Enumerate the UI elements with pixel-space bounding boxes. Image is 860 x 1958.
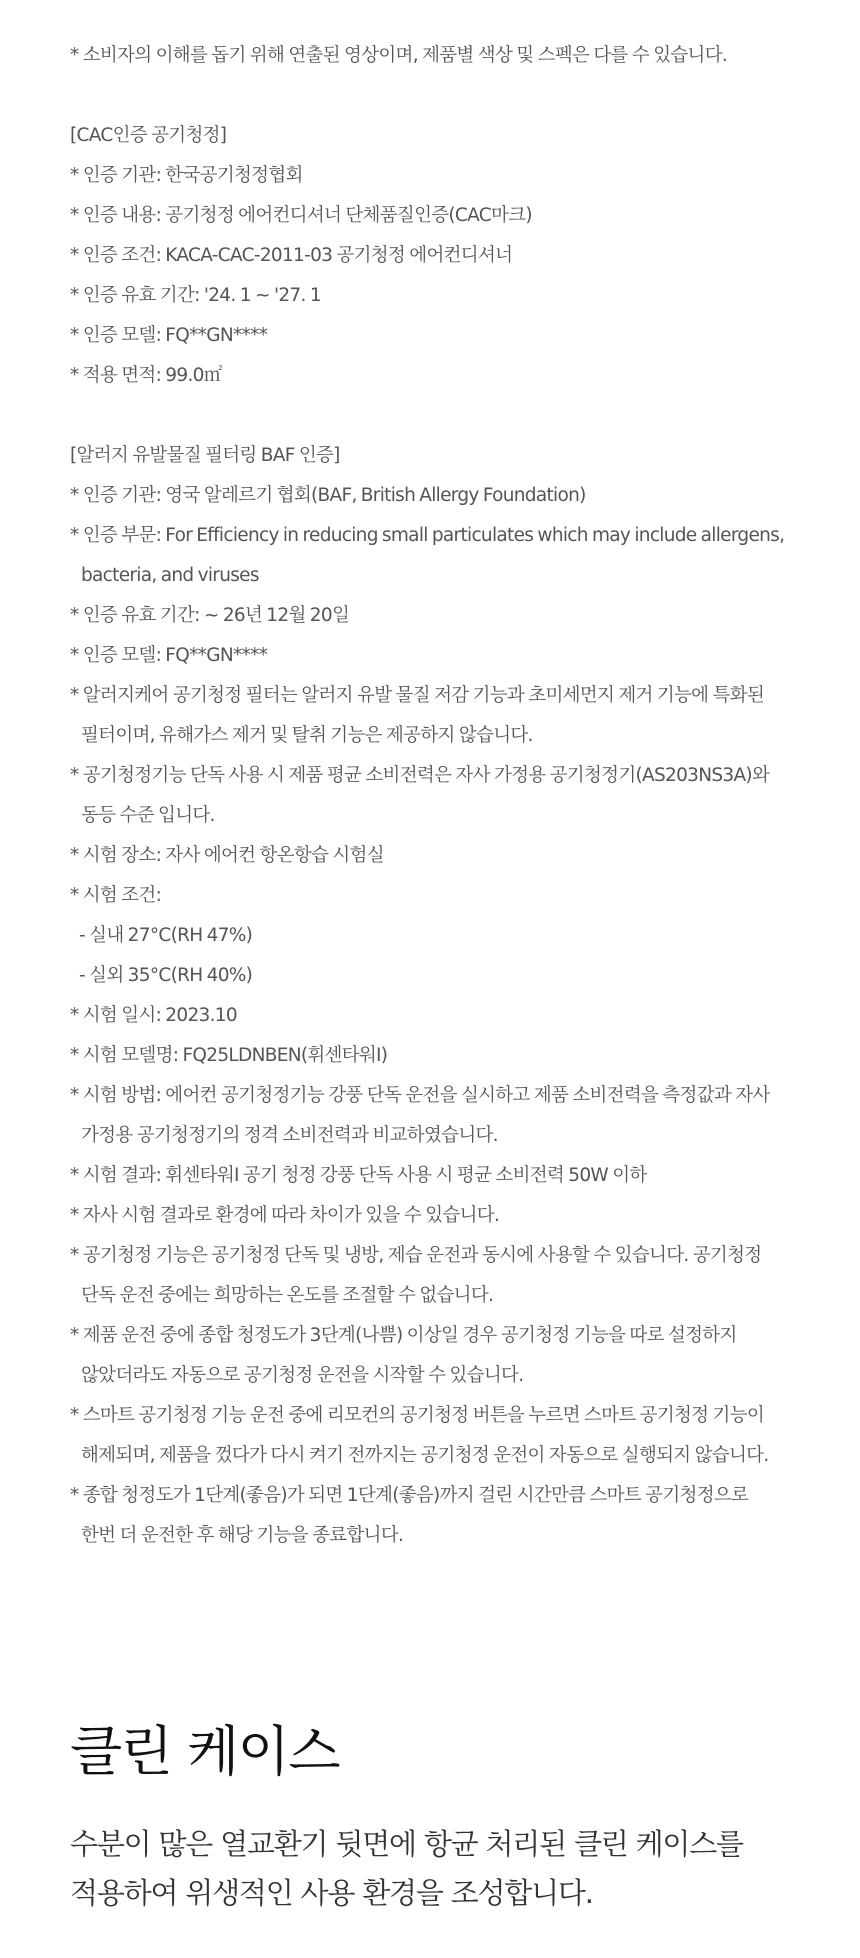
section-title: 클린 케이스 bbox=[70, 1720, 339, 1783]
baf-note-continued: 않았더라도 자동으로 공기청정 운전을 시작할 수 있습니다. bbox=[81, 1365, 524, 1386]
baf-note: * 공기청정 기능은 공기청정 단독 및 냉방, 제습 운전과 동시에 사용할 수 있습니다. 공기청정 bbox=[70, 1245, 762, 1266]
baf-note: * 인증 기관: 영국 알레르기 협회(BAF, British Allergy Foundation) bbox=[70, 485, 586, 506]
baf-note-continued: 한번 더 운전한 후 해당 기능을 종료합니다. bbox=[81, 1525, 404, 1546]
baf-note: * 알러지케어 공기청정 필터는 알러지 유발 물질 저감 기능과 초미세먼지 제거 기능에 특화된 bbox=[70, 685, 765, 706]
cac-note: * 인증 기관: 한국공기청정협회 bbox=[70, 165, 303, 186]
baf-note-continued: 해제되며, 제품을 껐다가 다시 켜기 전까지는 공기청정 운전이 자동으로 실행되지 않습니다. bbox=[81, 1445, 769, 1466]
baf-note-continued: bacteria, and viruses bbox=[81, 565, 259, 586]
cac-note: * 인증 유효 기간: '24. 1 ~ '27. 1 bbox=[70, 285, 321, 306]
baf-note: * 인증 유효 기간: ~ 26년 12월 20일 bbox=[70, 605, 350, 626]
baf-note-continued: 가정용 공기청정기의 정격 소비전력과 비교하였습니다. bbox=[81, 1125, 498, 1146]
baf-note: * 인증 부문: For Efficiency in reducing small particulates which may include allergens, bbox=[70, 525, 785, 546]
cac-note: * 적용 면적: 99.0㎡ bbox=[70, 365, 222, 386]
cac-note: * 인증 모델: FQ**GN**** bbox=[70, 325, 268, 346]
baf-note: * 시험 결과: 휘센타워I 공기 청정 강풍 단독 사용 시 평균 소비전력 50W 이하 bbox=[70, 1165, 647, 1186]
disclaimer-notes bbox=[70, 40, 790, 1560]
cac-note: * 인증 조건: KACA-CAC-2011-03 공기청정 에어컨디셔너 bbox=[70, 245, 513, 266]
spacer bbox=[70, 400, 790, 440]
section-description-line: 수분이 많은 열교환기 뒷면에 항균 처리된 클린 케이스를 bbox=[70, 1827, 743, 1861]
section-description-line: 적용하여 위생적인 사용 환경을 조성합니다. bbox=[70, 1876, 593, 1910]
baf-note: * 시험 장소: 자사 에어컨 항온항습 시험실 bbox=[70, 845, 384, 866]
baf-note: * 시험 방법: 에어컨 공기청정기능 강풍 단독 운전을 실시하고 제품 소비전력을 측정값과 자사 bbox=[70, 1085, 770, 1106]
baf-note: * 종합 청정도가 1단계(좋음)가 되면 1단계(좋음)까지 걸린 시간만큼 스마트 공기청정으로 bbox=[70, 1485, 749, 1506]
baf-note: * 자사 시험 결과로 환경에 따라 차이가 있을 수 있습니다. bbox=[70, 1205, 500, 1226]
baf-note: * 시험 모델명: FQ25LDNBEN(휘센타워I) bbox=[70, 1045, 388, 1066]
baf-note-continued: 필터이며, 유해가스 제거 및 탈취 기능은 제공하지 않습니다. bbox=[81, 725, 533, 746]
baf-note: * 시험 일시: 2023.10 bbox=[70, 1005, 237, 1026]
cac-heading: [CAC인증 공기청정] bbox=[70, 125, 227, 146]
baf-note: * 제품 운전 중에 종합 청정도가 3단계(나쁨) 이상일 경우 공기청정 기능을 따로 설정하지 bbox=[70, 1325, 737, 1346]
spacer bbox=[70, 80, 790, 120]
baf-note: * 스마트 공기청정 기능 운전 중에 리모컨의 공기청정 버튼을 누르면 스마트 공기청정 기능이 bbox=[70, 1405, 765, 1426]
baf-note-continued: 단독 운전 중에는 희망하는 온도를 조절할 수 없습니다. bbox=[81, 1285, 494, 1306]
baf-note-continued: 동등 수준 입니다. bbox=[81, 805, 215, 826]
intro-note: * 소비자의 이해를 돕기 위해 연출된 영상이며, 제품별 색상 및 스펙은 다를 수 있습니다. bbox=[70, 45, 728, 66]
cac-note: * 인증 내용: 공기청정 에어컨디셔너 단체품질인증(CAC마크) bbox=[70, 205, 532, 226]
baf-note: * 인증 모델: FQ**GN**** bbox=[70, 645, 268, 666]
baf-heading: [알러지 유발물질 필터링 BAF 인증] bbox=[70, 445, 340, 466]
feature-section bbox=[70, 1720, 810, 1918]
baf-note: * 시험 조건: bbox=[70, 885, 162, 906]
test-condition-item: - 실외 35°C(RH 40%) bbox=[79, 965, 253, 986]
section-description bbox=[70, 1820, 810, 1918]
baf-note: * 공기청정기능 단독 사용 시 제품 평균 소비전력은 자사 가정용 공기청정기(AS203NS3A)와 bbox=[70, 765, 770, 786]
test-condition-item: - 실내 27°C(RH 47%) bbox=[79, 925, 253, 946]
